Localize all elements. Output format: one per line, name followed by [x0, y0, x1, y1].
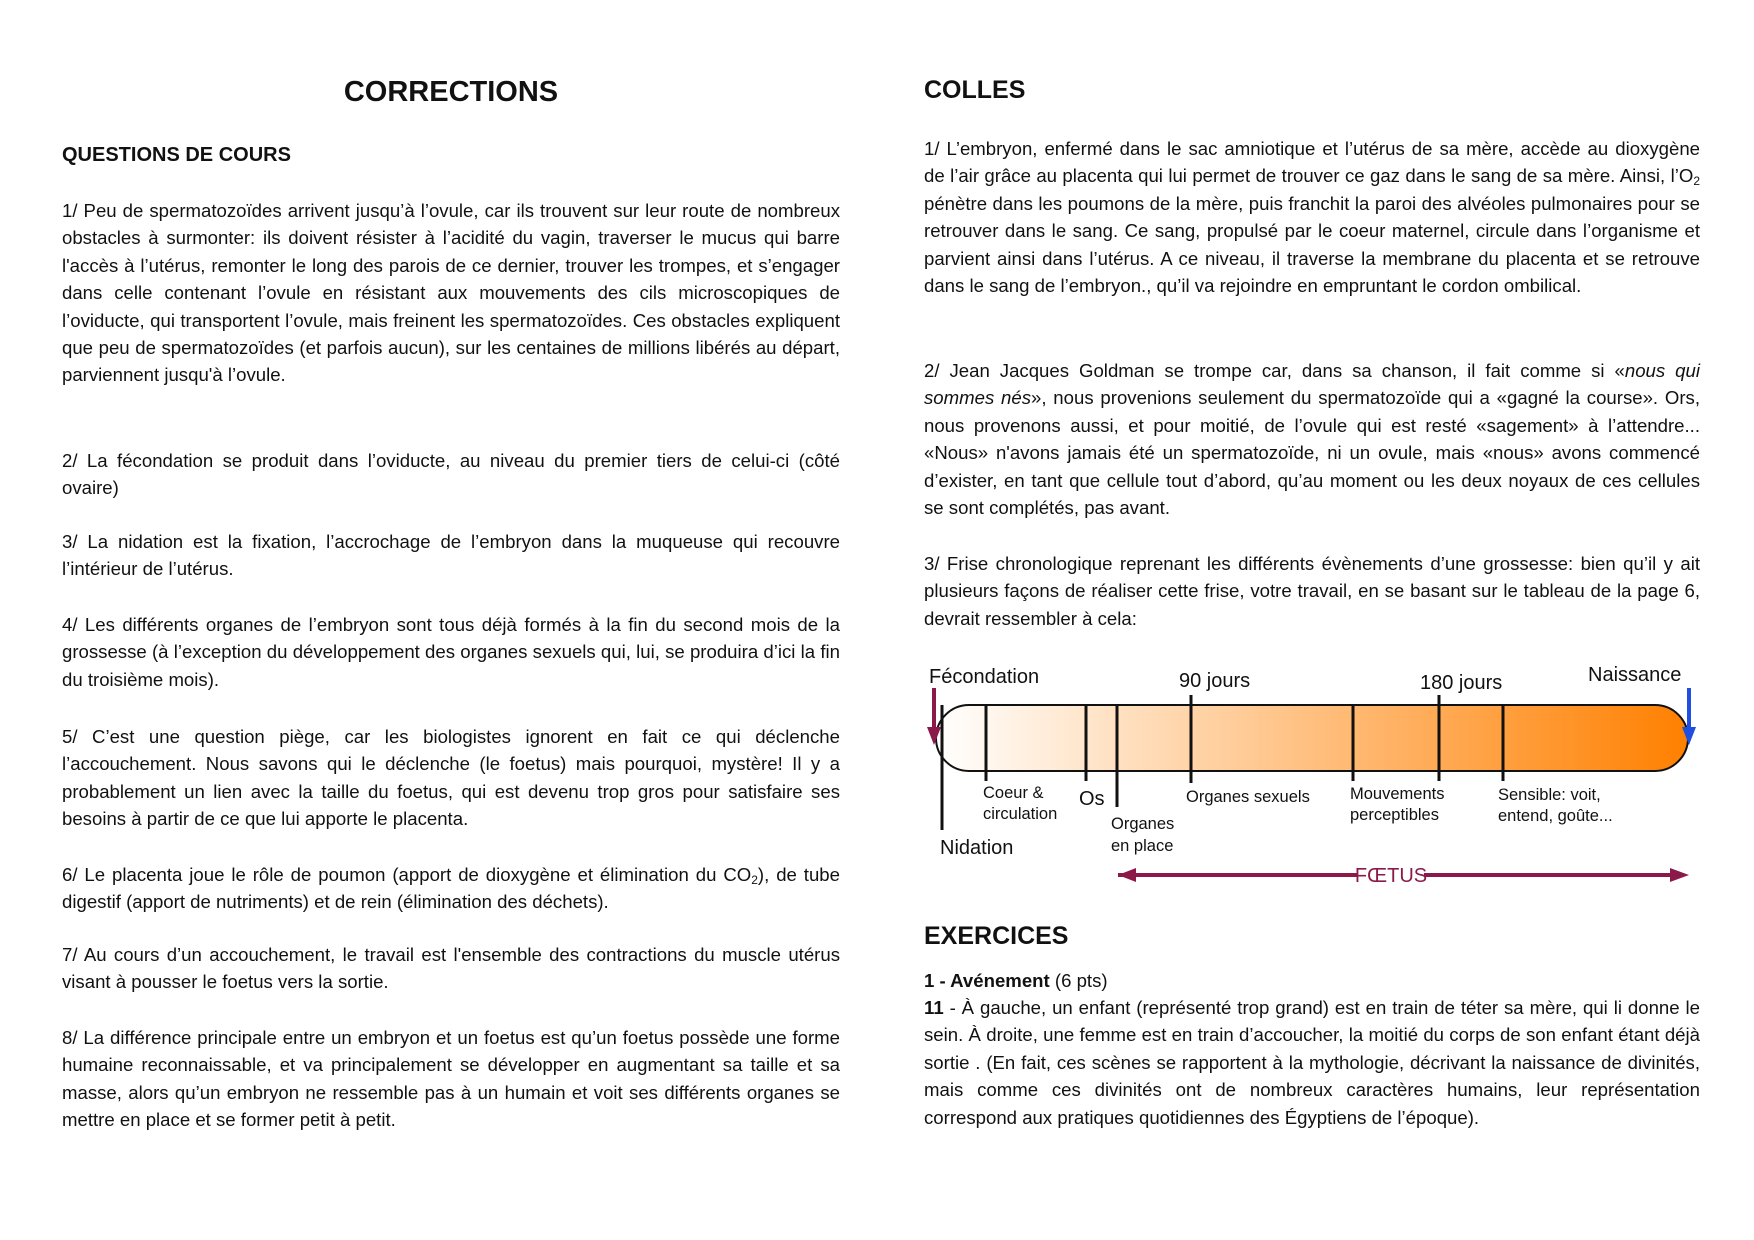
- question-8: 8/ La différence principale entre un embryon et un foetus est qu’un foetus possède une forme humaine reconnaissable, et va principalement se développer en augmentant sa taille et sa masse, alors qu’un embryon ne ressemble pas à un humain et voit ses différents organes se mettre en place et se former petit à petit.: [62, 1027, 840, 1131]
- pregnancy-timeline: [924, 655, 1704, 895]
- label-organes-line2: en place: [1111, 837, 1174, 855]
- label-sensible-line1: Sensible: voit,: [1498, 786, 1601, 804]
- label-naissance: Naissance: [1588, 664, 1682, 686]
- question-1: 1/ Peu de spermatozoïdes arrivent jusqu’à l’ovule, car ils trouvent sur leur route de nombreux obstacles à surmonter: ils doivent résister à l’acidité du vagin, traverser le mucus qui barre l'accès à l’utérus, remonter le long des parois de ce dernier, trouver les trompes, et s’engager dans celle contenant l’ovule en résistant aux mouvements des cils microscopiques de l’oviducte, qui transportent l’ovule, mais freinent les spermatozoïdes. Ces obstacles expliquent que peu de spermatozoïdes (et parfois aucun), sur les centaines de millions libérés au départ, parviennent jusqu'à l’ovule.: [62, 200, 840, 386]
- exercices-title: EXERCICES: [924, 922, 1069, 950]
- label-organes-line1: Organes: [1111, 815, 1175, 833]
- colle-1: 1/ L’embryon, enfermé dans le sac amniotique et l’utérus de sa mère, accède au dioxygène de l’air grâce au placenta qui lui permet de trouver ce gaz dans le sang de sa mère. Ainsi, $l’O_2$ pénètre dans les poumons de la mère, puis franchit la paroi des alvéoles pulmonaires pour se retrouver dans le sang. Ce sang, propulsé par le coeur maternel, circule dans l’organisme et parvient ainsi dans l’utérus. A ce niveau, il traverse la membrane du placenta et se retrouve dans le sang de l’embryon., qu’il va rejoindre en empruntant le cordon ombilical.: [924, 138, 1700, 297]
- label-foetus: FŒTUS: [1354, 865, 1428, 887]
- question-4: 4/ Les différents organes de l’embryon sont tous déjà formés à la fin du second mois de la grossesse (à l’exception du développement des organes sexuels qui, lui, se produira d’ici la fin du troisième mois).: [62, 614, 840, 690]
- foetus-arrowhead-right: [1670, 868, 1689, 882]
- label-sensible-line2: entend, goûte...: [1498, 807, 1613, 825]
- timeline-bar: [936, 705, 1688, 771]
- label-os: Os: [1079, 788, 1105, 810]
- question-7: 7/ Au cours d’un accouchement, le travail est l'ensemble des contractions du muscle utérus visant à pousser le foetus vers la sortie.: [62, 944, 840, 993]
- questions-de-cours-title: QUESTIONS DE COURS: [62, 144, 291, 166]
- colle-2: 2/ Jean Jacques Goldman se trompe car, dans sa chanson, il fait comme si «nous qui sommes nés», nous provenions seulement du spermatozoïde qui a «gagné la course». Ors, nous provenons aussi, et pour moitié, de l’ovule qui est resté «sagement» à l’attendre... «Nous» n'avons jamais été un spermatozoïde, ni un ovule, mais «nous» avons commencé d’exister, en tant que cellule tout d’abord, qu’au moment ou les deux noyaux de ces cellules se sont complétés, pas avant.: [924, 360, 1700, 519]
- label-mouvements-line1: Mouvements: [1350, 785, 1445, 803]
- label-coeur-line2: circulation: [983, 805, 1058, 823]
- label-90-jours: 90 jours: [1179, 670, 1251, 692]
- label-organes-sexuels: Organes sexuels: [1186, 788, 1310, 806]
- question-2: 2/ La fécondation se produit dans l’oviducte, au niveau du premier tiers de celui-ci (côté ovaire): [62, 450, 840, 499]
- foetus-arrowhead-left: [1118, 868, 1136, 882]
- label-coeur-line1: Coeur &: [983, 784, 1044, 802]
- corrections-title: CORRECTIONS: [343, 76, 559, 108]
- question-6: 6/ Le placenta joue le rôle de poumon (apport de dioxygène et élimination du $CO_2$), de tube digestif (apport de nutriments) et de rein (élimination des déchets).: [62, 864, 840, 913]
- question-3: 3/ La nidation est la fixation, l’accrochage de l’embryon dans la muqueuse qui recouvre l’intérieur de l’utérus.: [62, 531, 840, 580]
- label-mouvements-line2: perceptibles: [1350, 806, 1439, 824]
- label-nidation: Nidation: [940, 837, 1014, 859]
- label-180-jours: 180 jours: [1420, 672, 1503, 694]
- label-fecondation: Fécondation: [929, 666, 1040, 688]
- exercice-1-heading: 1 - Avénement (6 pts): [924, 970, 1108, 991]
- colles-title: COLLES: [924, 76, 1026, 104]
- colle-3: 3/ Frise chronologique reprenant les différents évènements d’une grossesse: bien qu’il y ait plusieurs façons de réaliser cette frise, votre travail, en se basant sur le tableau de la page 6, devrait ressembler à cela:: [924, 553, 1700, 629]
- question-5: 5/ C’est une question piège, car les biologistes ignorent en fait ce qui déclenche l’accouchement. Nous savons qui le déclenche (le foetus) mais pourquoi, mystère! Il y a probablement un lien avec la taille du foetus, qui est devenu trop gros pour satisfaire ses besoins à partir de ce que lui apporte le placenta.: [62, 726, 840, 830]
- exercice-11-text: 11 - À gauche, un enfant (représenté trop grand) est en train de téter sa mère, qui li donne le sein. À droite, une femme est en train d’accoucher, la moitié du corps de son enfant étant déjà sortie . (En fait, ces scènes se rapportent à la mythologie, décrivant la naissance de divinités, mais comme ces divinités ont de nombreux caractères humains, leur représentation correspond aux pratiques quotidiennes des Égyptiens de l’époque).: [924, 997, 1700, 1128]
